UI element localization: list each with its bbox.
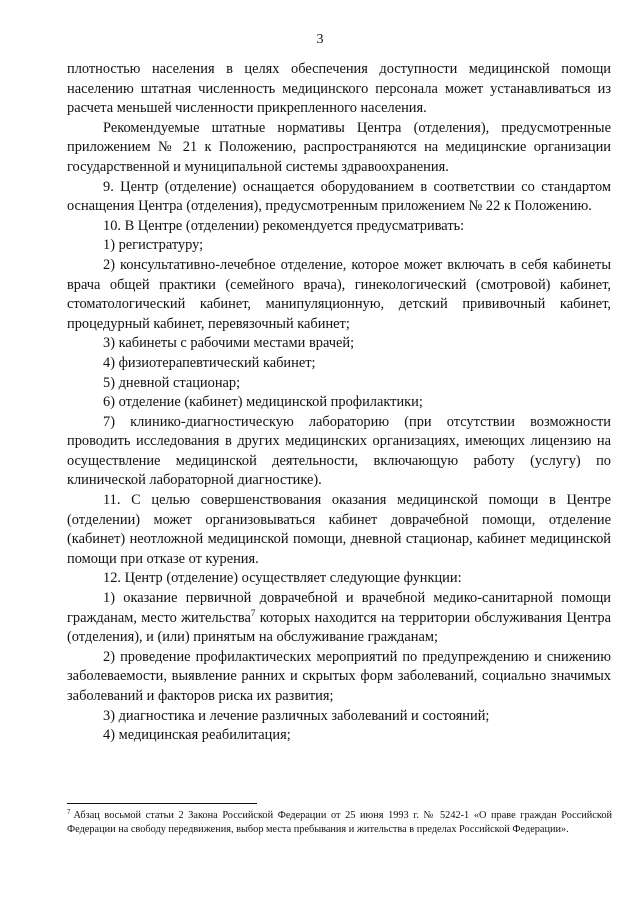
footnote-divider (67, 803, 257, 804)
page-number: 3 (316, 32, 324, 47)
list-item: 2) проведение профилактических мероприятий по предупреждению и снижению заболеваемости, выявление ранних и скрытых форм заболеваний, социально значимых заболеваний и факторов риска их развития; (67, 648, 611, 704)
list-item: 3) кабинеты с рабочими местами врачей; (103, 335, 355, 352)
text-span: 1) оказание первичной доврачебной и врачебной медико-санитарной помощи гражданам, место жительства (67, 590, 611, 626)
list-item: 6) отделение (кабинет) медицинской профилактики; (103, 394, 423, 411)
list-item: 7) клинико-диагностическую лабораторию (при отсутствии возможности проводить исследования в других медицинских организациях, имеющих лицензию на осуществление медицинской деятельности, включающую работу (услугу) по клинической лабораторной диагностике). (67, 413, 611, 489)
footnote (67, 809, 612, 836)
footnote-mark: 7 (67, 807, 71, 816)
list-item (67, 589, 611, 648)
paragraph: 10. В Центре (отделении) рекомендуется предусматривать: (103, 217, 465, 234)
footnote-text: Абзац восьмой статьи 2 Закона Российской Федерации от 25 июня 1993 г. № 5242-1 «О праве граждан Российской Федерации на свободу передвижения, выбор места пребывания и жительства в пределах Российской Федерации». (67, 810, 612, 835)
list-item: 4) физиотерапевтический кабинет; (103, 354, 316, 371)
paragraph: 11. С целью совершенствования оказания медицинской помощи в Центре (отделении) может организовываться кабинет доврачебной помощи, отделение (кабинет) неотложной медицинской помощи, дневной стационар, кабинет медицинской помощи при отказе от курения. (67, 492, 611, 567)
list-item: 2) консультативно-лечебное отделение, которое может включать в себя кабинеты врача общей практики (семейного врача), гинекологический (смотровой) кабинет, стоматологический кабинет, манипуляционную, детский прививочный кабинет, процедурный кабинет, перевязочный кабинет; (67, 256, 611, 332)
paragraph: 12. Центр (отделение) осуществляет следующие функции: (103, 570, 462, 587)
footnote-reference[interactable]: 7 (250, 607, 256, 618)
text-span: которых находится на территории обслуживания Центра (отделения), и (или) принятым на обслуживание гражданам; (67, 609, 611, 646)
main-text (67, 60, 611, 746)
list-item: 3) диагностика и лечение различных заболеваний и состояний; (103, 707, 490, 724)
list-item: 4) медицинская реабилитация; (103, 727, 291, 744)
paragraph: Рекомендуемые штатные нормативы Центра (отделения), предусмотренные приложением № 21 к Положению, распространяются на медицинские организации государственной и муниципальной системы здравоохранения. (67, 119, 611, 175)
paragraph: плотностью населения в целях обеспечения доступности медицинской помощи населению штатная численность медицинского персонала может устанавливаться из расчета меньшей численности прикрепленного населения. (67, 61, 611, 117)
list-item: 1) регистратуру; (103, 237, 204, 254)
paragraph: 9. Центр (отделение) оснащается оборудованием в соответствии со стандартом оснащения Центра (отделения), предусмотренным приложением № 22 к Положению. (67, 178, 611, 215)
list-item: 5) дневной стационар; (103, 374, 241, 391)
